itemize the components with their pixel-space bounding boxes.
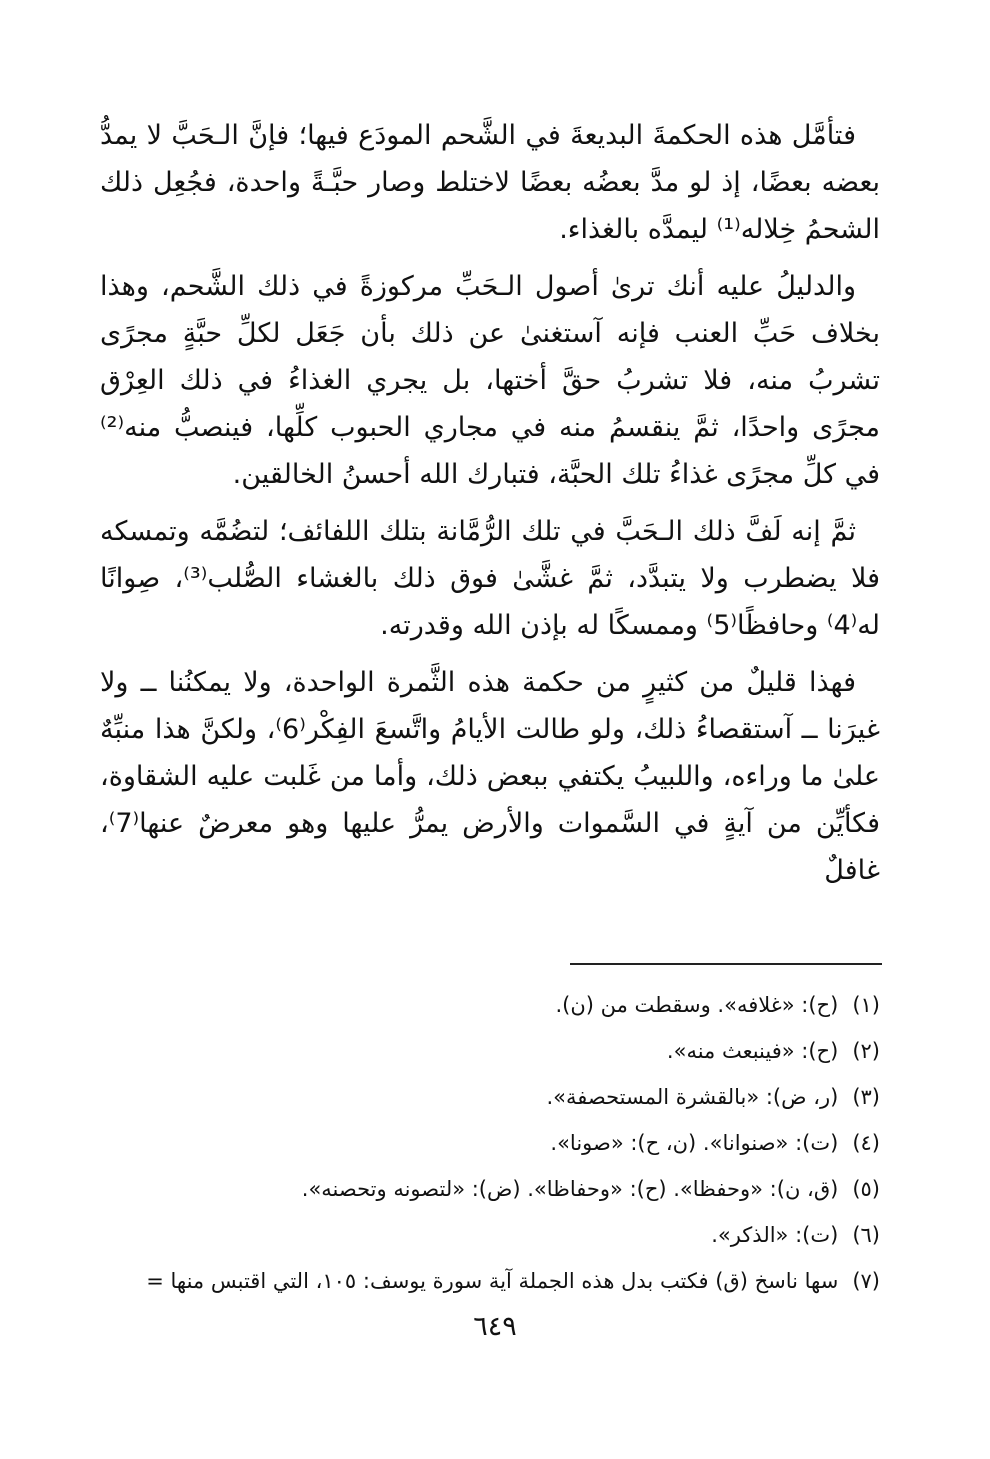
footnote bbox=[82, 1212, 880, 1258]
footnote bbox=[82, 1074, 880, 1120]
footnote-separator bbox=[570, 963, 882, 965]
footnote-text: (ر، ض): «بالقشرة المستحصفة». bbox=[546, 1085, 839, 1109]
paragraph: ثمَّ إنه لَفَّ ذلك الـحَبَّ في تلك الرُّمَّانة بتلك اللفائف؛ لتضُمَّه وتمسكه فلا يضطرب ولا يتبدَّد، ثمَّ غشَّىٰ فوق ذلك بالغشاء الصُّلب⁽³⁾، صِوانًا له⁽4⁾ وحافظًا⁽5⁾ وممسكًا له بإذن الله وقدرته. bbox=[100, 516, 880, 641]
footnotes bbox=[82, 982, 880, 1304]
paragraph: فتأمَّل هذه الحكمةَ البديعةَ في الشَّحم المودَع فيها؛ فإنَّ الـحَبَّ لا يمدُّ بعضه بعضًا، إذ لو مدَّ بعضُه بعضًا لاختلط وصار حبَّـةً واحدة، فجُعِل ذلك الشحمُ خِلاله⁽¹⁾ ليمدَّه بالغذاء. bbox=[100, 120, 880, 245]
footnote-number: (٦) bbox=[852, 1223, 880, 1247]
paragraph: والدليلُ عليه أنك ترىٰ أصول الـحَبِّ مركوزةً في ذلك الشَّحم، وهذا بخلاف حَبِّ العنب فإنه آستغنىٰ عن ذلك بأن جَعَل لكلِّ حبَّةٍ مجرًى تشربُ منه، فلا تشربُ حقَّ أختها، بل يجري الغذاءُ في ذلك العِرْق مجرًى واحدًا، ثمَّ ينقسمُ منه في مجاري الحبوب كلِّها، فينصبُّ منه⁽²⁾ في كلِّ مجرًى غذاءُ تلك الحبَّة، فتبارك الله أحسنُ الخالقين. bbox=[100, 271, 880, 490]
footnote-text: (ق، ن): «وحفظا». (ح): «وحفاظا». (ض): «لتصونه وتحصنه». bbox=[301, 1177, 839, 1201]
footnote-number: (١) bbox=[852, 993, 880, 1017]
footnote-text: (ت): «الذكر». bbox=[711, 1223, 839, 1247]
footnote-text: سها ناسخ (ق) فكتب بدل هذه الجملة آية سورة يوسف: ١٠٥، التي اقتبس منها = bbox=[146, 1269, 839, 1293]
footnote bbox=[82, 982, 880, 1028]
footnote bbox=[82, 1028, 880, 1074]
footnote-number: (٢) bbox=[852, 1039, 880, 1063]
footnote-number: (٣) bbox=[852, 1085, 880, 1109]
footnote bbox=[82, 1258, 880, 1304]
main-text bbox=[100, 112, 880, 904]
footnote-text: (ح): «فينبعث منه». bbox=[666, 1039, 839, 1063]
footnote-number: (٤) bbox=[852, 1131, 880, 1155]
paragraph: فهذا قليلٌ من كثيرٍ من حكمة هذه الثَّمرة الواحدة، ولا يمكنُنا ــ ولا غيرَنا ــ آستقصاءُ ذلك، ولو طالت الأيامُ واتَّسعَ الفِكْر⁽6⁾، ولكنَّ هذا منبِّهٌ علىٰ ما وراءه، واللبيبُ يكتفي ببعض ذلك، وأما من غَلبت عليه الشقاوة، فكأيِّن من آيةٍ في السَّموات والأرض يمرُّ عليها وهو معرضٌ عنها⁽7⁾، غافلٌ bbox=[100, 667, 880, 886]
footnote-text: (ح): «غلافه». وسقطت من (ن). bbox=[555, 993, 839, 1017]
footnote-text: (ت): «صنوانا». (ن، ح): «صونا». bbox=[550, 1131, 839, 1155]
footnote-number: (٧) bbox=[852, 1269, 880, 1293]
page-number: ٦٤٩ bbox=[473, 1311, 517, 1342]
footnote bbox=[82, 1120, 880, 1166]
footnote bbox=[82, 1166, 880, 1212]
footnote-number: (٥) bbox=[852, 1177, 880, 1201]
